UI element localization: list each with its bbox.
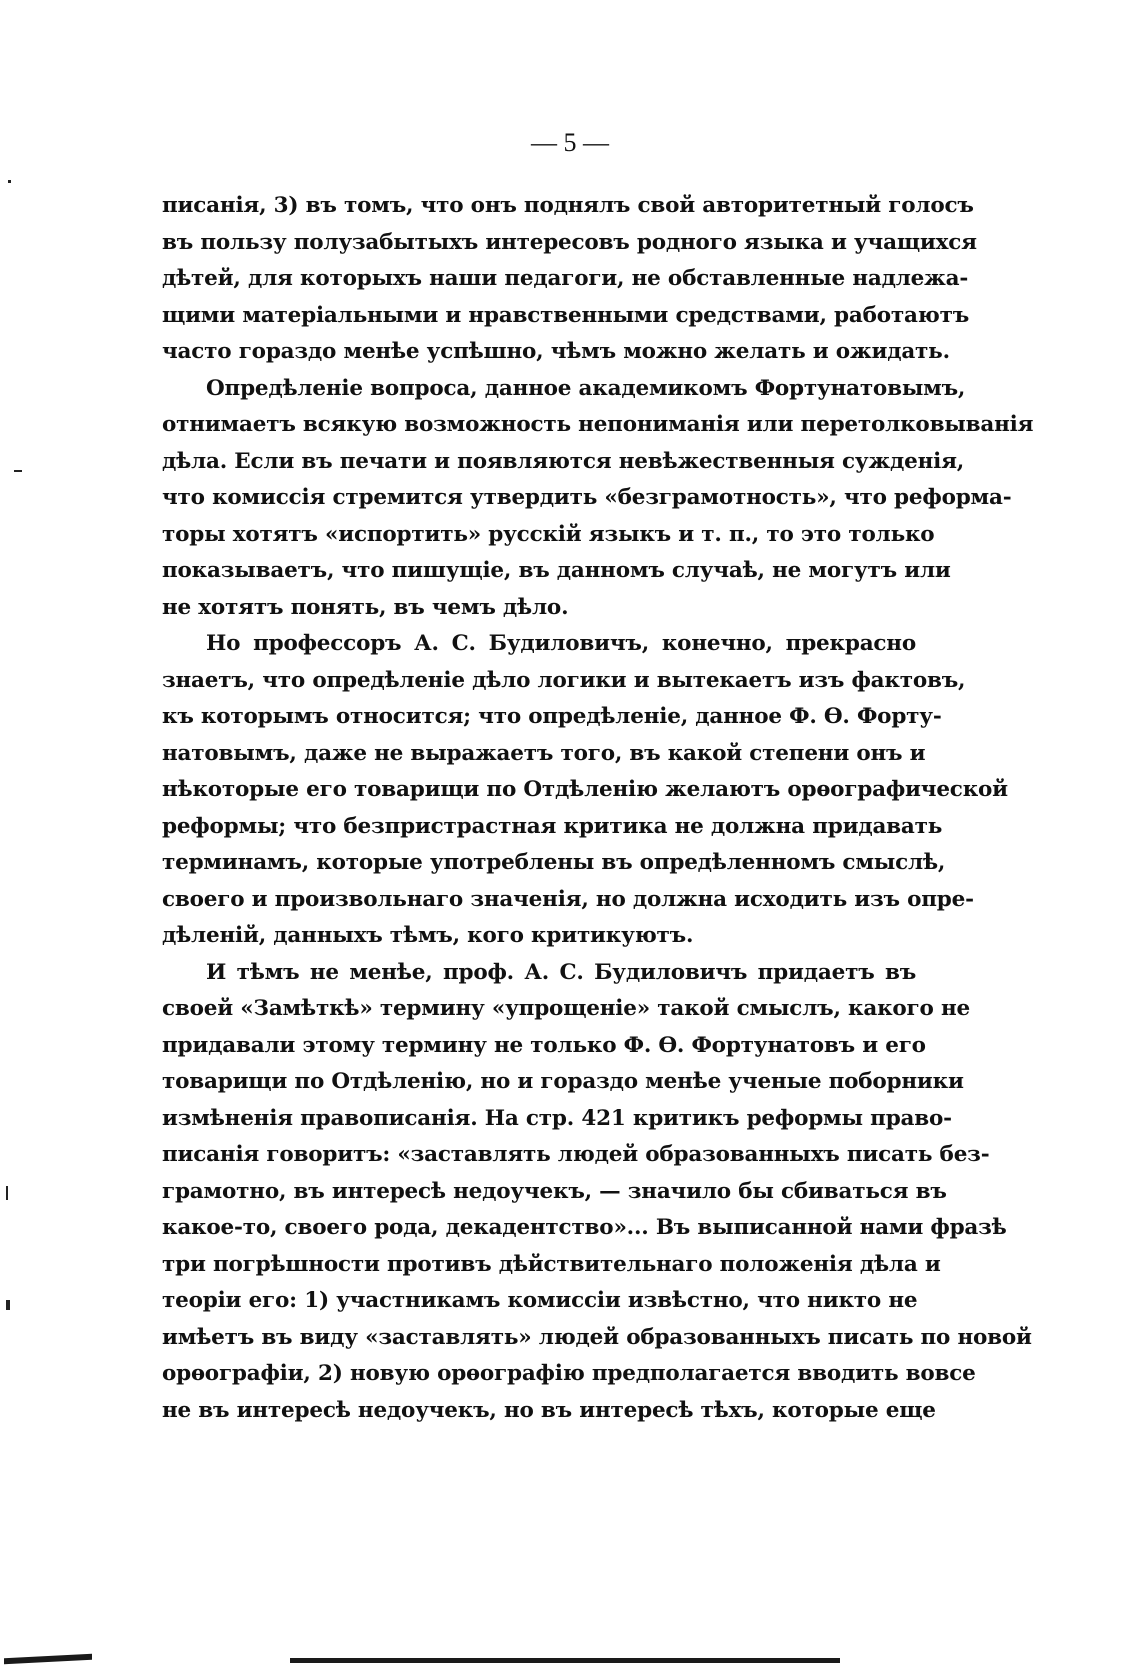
text-line: терминамъ, которые употреблены въ опредѣленномъ смыслѣ, bbox=[162, 850, 946, 875]
text-line: часто гораздо менѣе успѣшно, чѣмъ можно желать и ожидать. bbox=[162, 339, 950, 364]
text-line: придавали этому термину не только Ф. Ѳ. Фортунатовъ и его bbox=[162, 1032, 926, 1058]
text-line: своего и произвольнаго значенія, но должна исходить изъ опре- bbox=[162, 886, 974, 912]
text-line: знаетъ, что опредѣленіе дѣло логики и вытекаетъ изъ фактовъ, bbox=[162, 667, 966, 693]
text-line: имѣетъ въ виду «заставлять» людей образованныхъ писать по новой bbox=[162, 1324, 1032, 1350]
text-line: какое-то, своего рода, декадентство»... Въ выписанной нами фразѣ bbox=[162, 1215, 1007, 1240]
text-line: реформы; что безпристрастная критика не должна придавать bbox=[162, 813, 943, 839]
text-line: нѣкоторые его товарищи по Отдѣленію желаютъ орѳографической bbox=[162, 777, 1008, 802]
bottom-rule bbox=[290, 1658, 840, 1663]
text-line: торы хотятъ «испортить» русскій языкъ и т. п., то это только bbox=[162, 521, 935, 547]
scan-artifact bbox=[8, 180, 11, 183]
text-line: отнимаетъ всякую возможность непониманія или перетолковыванія bbox=[162, 412, 1034, 437]
paragraph bbox=[162, 955, 1032, 1430]
text-line: писанія говоритъ: «заставлять людей образованныхъ писать без- bbox=[162, 1142, 990, 1167]
text-line: товарищи по Отдѣленію, но и гораздо менѣе ученые поборники bbox=[162, 1069, 964, 1094]
page-number: — 5 — bbox=[531, 128, 609, 157]
text-line: орѳографіи, 2) новую орѳографію предполагается вводить вовсе bbox=[162, 1361, 976, 1386]
text-line: измѣненія правописанія. На стр. 421 критикъ реформы право- bbox=[162, 1105, 952, 1131]
text-line: дѣтей, для которыхъ наши педагоги, не обставленные надлежа- bbox=[162, 266, 969, 291]
text-line: писанія, 3) въ томъ, что онъ поднялъ свой авторитетный голосъ bbox=[162, 193, 974, 218]
text-line: своей «Замѣткѣ» термину «упрощеніе» такой смыслъ, какого не bbox=[162, 996, 970, 1021]
body-text bbox=[162, 188, 1034, 1429]
text-line: не хотятъ понять, въ чемъ дѣло. bbox=[162, 594, 569, 620]
text-line: грамотно, въ интересѣ недоучекъ, — значило бы сбиваться въ bbox=[162, 1178, 947, 1204]
paragraph bbox=[162, 371, 1034, 627]
text-line: Но профессоръ А. С. Будиловичъ, конечно, прекрасно bbox=[206, 631, 916, 656]
text-line: Опредѣленіе вопроса, данное академикомъ Фортунатовымъ, bbox=[206, 375, 966, 401]
text-line: теоріи его: 1) участникамъ комиссіи извѣстно, что никто не bbox=[162, 1288, 918, 1313]
text-line: три погрѣшности противъ дѣйствительнаго положенія дѣла и bbox=[162, 1251, 941, 1277]
text-line: И тѣмъ не менѣе, проф. А. С. Будиловичъ придаетъ въ bbox=[206, 959, 916, 985]
text-line: что комиссія стремится утвердить «безграмотность», что реформа- bbox=[162, 485, 1012, 510]
scan-artifact bbox=[14, 470, 22, 472]
text-line: къ которымъ относится; что опредѣленіе, данное Ф. Ѳ. Форту- bbox=[162, 704, 942, 729]
text-line: дѣленій, данныхъ тѣмъ, кого критикуютъ. bbox=[162, 923, 694, 948]
scan-artifact bbox=[6, 1300, 10, 1310]
paragraph bbox=[162, 188, 977, 371]
paragraph bbox=[162, 626, 1008, 955]
text-line: натовымъ, даже не выражаетъ того, въ какой степени онъ и bbox=[162, 740, 926, 766]
text-line: показываетъ, что пишущіе, въ данномъ случаѣ, не могутъ или bbox=[162, 558, 951, 583]
text-line: въ пользу полузабытыхъ интересовъ родного языка и учащихся bbox=[162, 229, 977, 255]
text-line: дѣла. Если въ печати и появляются невѣжественныя сужденія, bbox=[162, 448, 965, 474]
scan-artifact bbox=[6, 1186, 8, 1200]
text-line: щими матеріальными и нравственными средствами, работаютъ bbox=[162, 302, 970, 328]
text-line: не въ интересѣ недоучекъ, но въ интересѣ тѣхъ, которые еще bbox=[162, 1397, 936, 1423]
scan-artifact bbox=[4, 1654, 92, 1665]
